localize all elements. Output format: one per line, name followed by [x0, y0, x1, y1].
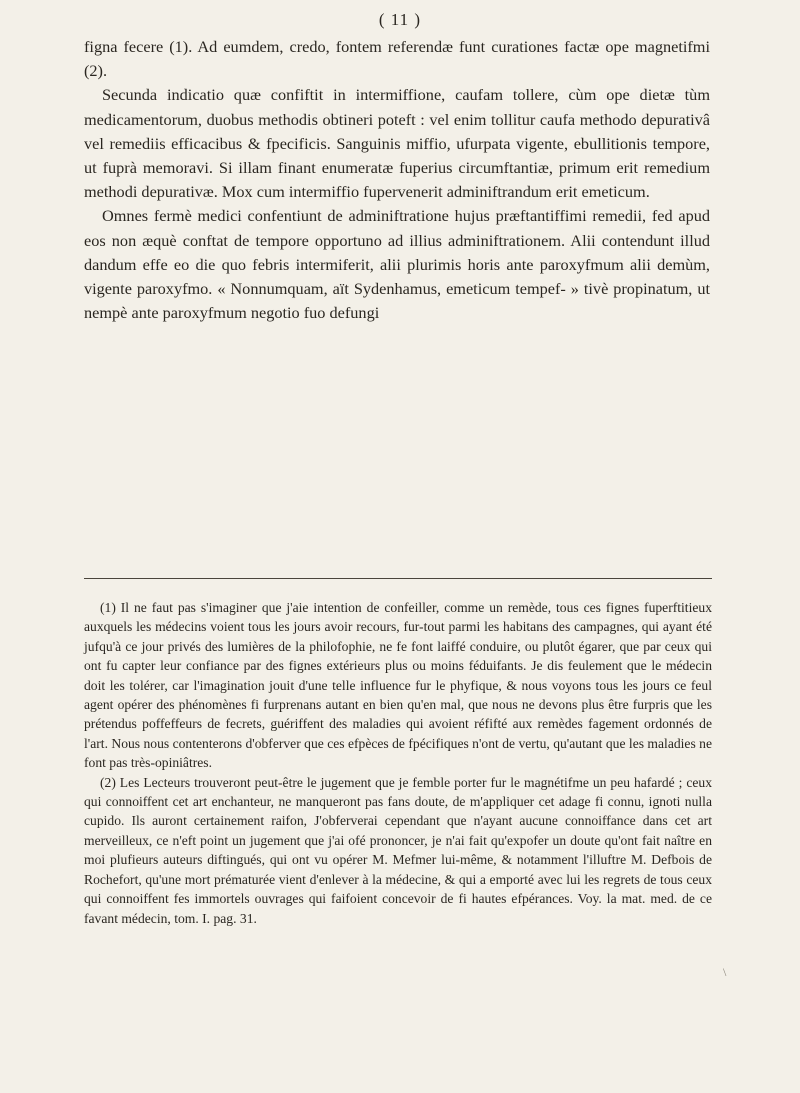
- page-number: ( 11 ): [378, 10, 422, 29]
- footnote-divider: [84, 578, 712, 579]
- paragraph-3: Omnes fermè medici confentiunt de adminiftratione hujus præftantiffimi remedii, fed apud eos non æquè conftat de tempore opportuno ad illius adminiftrationem. Alii contendunt illud dandum effe eo die quo febris intermiferit, alii plurimis horis ante paroxyfmum alii demùm, vigente paroxyfmo. « Nonnumquam, aït Sydenhamus, emeticum tempef- » tivè propinatum, ut nempè ante paroxyfmum negotio fuo defungi: [84, 206, 710, 323]
- footnote-2: (2) Les Lecteurs trouveront peut-être le jugement que je femble porter fur le magnétifme un peu hafardé ; ceux qui connoiffent cet art enchanteur, ne manqueront pas fans doute, de m'appliquer cet adage fi connu, ignoti nulla cupido. Ils auront certainement raifon, J'obferverai cependant que n'ayant aucune connoiffance dans cet art merveilleux, ce n'eft point un jugement que j'ai ofé prononcer, je n'ai fait qu'expofer un doute qu'ont fait naître en moi plufieurs auteurs diftingués, qui ont vu opérer M. Mefmer lui-même, & notamment l'illuftre M. Defbois de Rochefort, qu'une mort prématurée vient d'enlever à la médecine, & qui a emporté avec lui les regrets de tous ceux qui connoiffent fes immortels ouvrages qui faifoient concevoir de fi hautes efpérances. Voy. la mat. med. de ce favant médecin, tom. I. pag. 31.: [84, 774, 712, 926]
- paragraph-2: Secunda indicatio quæ confiftit in intermiffione, caufam tollere, cùm ope dietæ tùm medicamentorum, duobus methodis obtineri poteft : vel enim tollitur caufa methodo depurativâ vel remediis efficacibus & fpecificis. Sanguinis miffio, ufurpata vigente, ebullitionis tempore, ut fuprà memoravi. Si illam finant enumeratæ fuperius circumftantiæ, primum erit remedium methodi depurativæ. Mox cum intermiffio fupervenerit adminiftrandum erit emeticum.: [84, 85, 710, 202]
- footnote-1: (1) Il ne faut pas s'imaginer que j'aie intention de confeiller, comme un remède, tous ces fignes fuperftitieux auxquels les médecins voient tous les jours avoir recours, fur-tout parmi les habitans des campagnes, qui ayant été jufqu'à ce jour privés des lumières de la philofophie, ne fe font laiffé conduire, ou plutôt égarer, que par ceux qui ont fu capter leur confiance par des fignes extérieurs plus ou moins féduifants. Je dis feulement que le médecin doit les tolérer, car l'imagination jouit d'une telle influence fur le phyfique, & nous voyons tous les jours ce feul agent opérer des phénomènes fi furprenans autant en bien qu'en mal, que nous ne devons plus être furpris que les prétendus poffeffeurs de fecrets, guériffent des maladies qui avoient réfifté aux remèdes fagement ordonnés de l'art. Nous nous contenterons d'obferver que ces efpèces de fpécifiques n'ont de vertu, qu'autant que les maladies ne font pas très-opiniâtres.: [84, 600, 712, 771]
- paragraph-1: figna fecere (1). Ad eumdem, credo, fontem referendæ funt curationes factæ ope magnetifmi (2).: [84, 37, 710, 81]
- footnotes-block: [84, 598, 712, 928]
- margin-mark: \: [723, 965, 727, 979]
- main-text-block: [84, 35, 710, 325]
